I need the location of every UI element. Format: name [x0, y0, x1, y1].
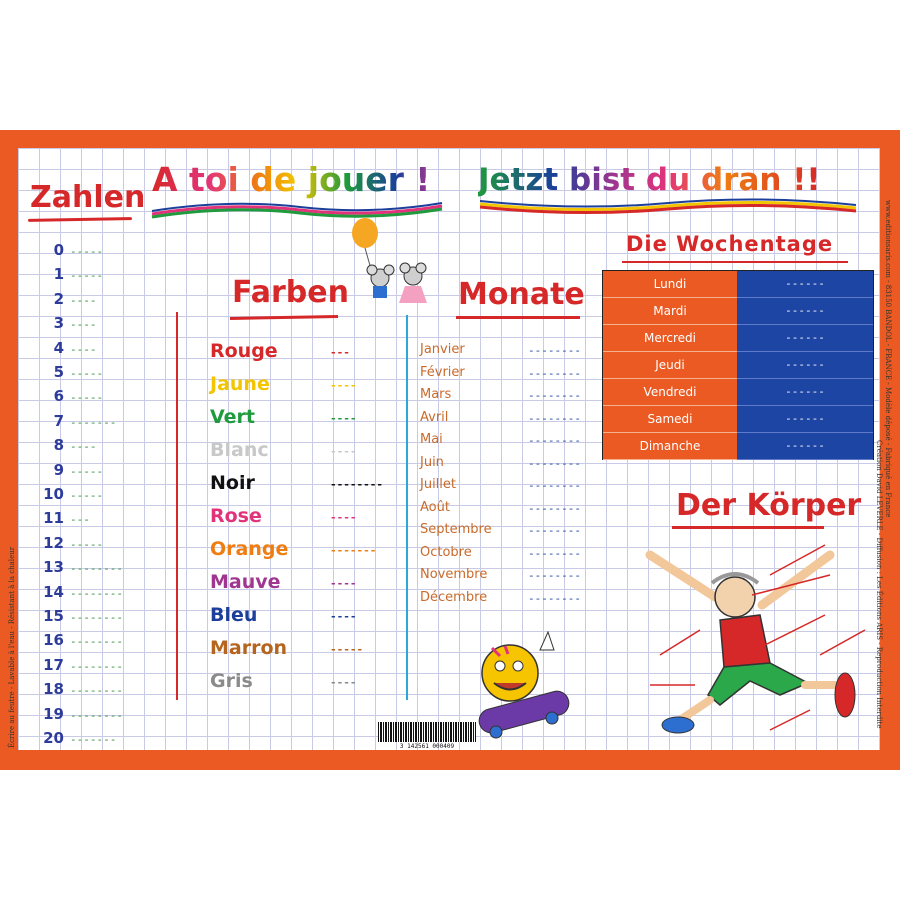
number-blank: --- — [70, 513, 90, 527]
number-label: 3 — [53, 314, 64, 333]
number-label: 20 — [43, 729, 64, 747]
barcode — [378, 722, 476, 742]
number-label: 13 — [43, 558, 64, 577]
number-row — [38, 435, 148, 455]
weekday-label: Mardi — [603, 298, 737, 325]
month-row — [420, 365, 580, 385]
a-toi-title — [152, 160, 430, 199]
weekday-row — [603, 271, 873, 298]
weekday-blank: ------ — [737, 406, 873, 433]
number-label: 15 — [43, 607, 64, 625]
month-row — [420, 590, 580, 610]
number-label: 2 — [53, 289, 64, 308]
number-blank: ---- — [70, 318, 97, 332]
number-blank: -------- — [70, 684, 123, 698]
color-row — [210, 472, 400, 500]
color-label: Gris — [210, 670, 253, 692]
number-row — [38, 582, 148, 602]
number-blank: ----- — [70, 489, 104, 502]
weekday-row — [603, 433, 873, 460]
month-row — [420, 500, 580, 520]
month-label: Mars — [420, 387, 452, 402]
color-label: Orange — [210, 538, 289, 560]
month-blank: -------- — [528, 366, 581, 380]
color-row — [210, 505, 400, 533]
color-row — [210, 604, 400, 632]
color-blank: --- — [330, 346, 350, 359]
month-blank: -------- — [528, 434, 581, 447]
number-row — [38, 655, 148, 675]
jetzt-title — [478, 162, 821, 198]
month-label: Juin — [420, 454, 444, 470]
number-row — [38, 289, 148, 309]
color-row — [210, 406, 400, 434]
month-row — [420, 545, 580, 565]
number-row — [38, 338, 148, 358]
color-blank: ---- — [330, 676, 357, 689]
month-label: Avril — [420, 409, 449, 425]
number-blank: ----- — [70, 537, 104, 551]
running-figure-illustration — [640, 535, 870, 745]
number-row — [38, 264, 148, 284]
number-label: 10 — [43, 485, 64, 503]
number-row — [38, 411, 148, 431]
number-label: 16 — [43, 631, 64, 650]
weekday-label: Mercredi — [603, 325, 737, 352]
monate-underline — [456, 316, 580, 319]
number-row — [38, 313, 148, 333]
color-blank: ----- — [330, 643, 364, 656]
zahlen-title: Zahlen — [30, 180, 146, 215]
color-label: Noir — [210, 472, 255, 494]
color-blank: ---- — [330, 610, 357, 623]
color-blank: ---- — [330, 445, 357, 458]
weekday-label: Dimanche — [603, 433, 737, 460]
number-label: 9 — [53, 460, 64, 479]
weekday-blank: ------ — [737, 352, 873, 379]
color-label: Jaune — [210, 373, 270, 395]
number-label: 12 — [43, 533, 64, 552]
color-blank: ------- — [330, 544, 377, 557]
number-row — [38, 606, 148, 626]
color-label: Rouge — [210, 340, 278, 362]
number-blank: -------- — [70, 562, 123, 576]
weekday-row — [603, 325, 873, 352]
month-blank: -------- — [528, 411, 581, 425]
number-blank: ----- — [70, 269, 104, 283]
number-row — [38, 630, 148, 650]
number-row — [38, 484, 148, 504]
number-label: 14 — [43, 582, 64, 601]
month-row — [420, 342, 580, 362]
month-row — [420, 387, 580, 407]
farben-left-line — [176, 312, 178, 700]
month-label: Août — [420, 499, 450, 515]
color-row — [210, 373, 400, 401]
koerper-underline — [672, 526, 824, 529]
mice-with-balloon-illustration — [335, 218, 445, 313]
color-label: Blanc — [210, 439, 269, 461]
wochentage-title: Die Wochentage — [626, 232, 834, 256]
month-label: Septembre — [420, 522, 492, 537]
month-row — [420, 455, 580, 475]
barcode-number: 3 142561 000409 — [399, 743, 455, 750]
right-margin-text-b: Création David LEVERLE - Diffusion : Les Éditions ARIS - Reproduction Interdite — [875, 440, 883, 729]
weekday-row — [603, 379, 873, 406]
number-blank: -------- — [70, 659, 123, 673]
number-blank: ----- — [70, 245, 104, 258]
color-blank: ---- — [330, 412, 357, 425]
weekday-label: Jeudi — [603, 352, 737, 379]
number-blank: ----- — [70, 367, 104, 380]
koerper-title: Der Körper — [676, 488, 862, 523]
month-label: Novembre — [420, 567, 488, 582]
number-label: 17 — [43, 655, 64, 674]
number-label: 18 — [43, 680, 64, 699]
month-label: Mai — [420, 432, 443, 447]
number-blank: ---- — [70, 440, 97, 454]
number-row — [38, 240, 148, 260]
number-row — [38, 460, 148, 480]
number-row — [38, 704, 148, 724]
color-blank: ---- — [330, 511, 357, 524]
number-label: 6 — [53, 387, 64, 406]
month-blank: -------- — [528, 524, 581, 537]
number-blank: ------- — [70, 733, 117, 746]
number-blank: -------- — [70, 611, 123, 624]
farben-title: Farben — [232, 275, 349, 310]
color-blank: ---- — [330, 577, 357, 590]
color-label: Rose — [210, 505, 262, 527]
number-label: 1 — [53, 265, 64, 284]
month-row — [420, 410, 580, 430]
number-blank: ----- — [70, 464, 104, 478]
month-row — [420, 477, 580, 497]
wochentage-underline — [622, 261, 848, 263]
number-label: 7 — [53, 411, 64, 430]
number-blank: -------- — [70, 708, 123, 722]
month-blank: -------- — [528, 569, 581, 582]
number-blank: ---- — [70, 293, 97, 307]
weekday-label: Vendredi — [603, 379, 737, 406]
weekdays-table — [602, 270, 874, 460]
number-row — [38, 679, 148, 699]
smiley-skateboard-illustration — [470, 628, 575, 743]
number-row — [38, 557, 148, 577]
number-row — [38, 728, 148, 748]
month-row — [420, 522, 580, 542]
farben-right-line — [406, 315, 408, 700]
right-margin-text-a: www.editionsaris.com - 83150 BANDOL - FRANCE - Modèle déposé - Fabriqué en France — [884, 200, 892, 518]
month-row — [420, 432, 580, 452]
weekday-blank: ------ — [737, 271, 873, 298]
color-row — [210, 439, 400, 467]
a-toi-rainbow-underline — [150, 200, 445, 220]
number-label: 8 — [53, 436, 64, 455]
a-toi-text: A toi de jouer ! — [152, 160, 431, 199]
month-row — [420, 567, 580, 587]
color-blank: ---- — [330, 379, 357, 392]
month-label: Octobre — [420, 544, 472, 560]
number-blank: ----- — [70, 391, 104, 405]
number-blank: ------- — [70, 415, 117, 429]
number-row — [38, 508, 148, 528]
color-label: Marron — [210, 637, 288, 659]
number-label: 4 — [53, 338, 64, 357]
number-label: 19 — [43, 704, 64, 723]
weekday-blank: ------ — [737, 325, 873, 352]
month-label: Juillet — [420, 477, 457, 492]
weekday-label: Samedi — [603, 406, 737, 433]
color-row — [210, 637, 400, 665]
number-blank: -------- — [70, 635, 123, 649]
month-blank: -------- — [528, 546, 581, 560]
color-label: Mauve — [210, 571, 281, 593]
color-row — [210, 538, 400, 566]
number-label: 5 — [53, 363, 64, 381]
number-row — [38, 533, 148, 553]
month-blank: -------- — [528, 456, 581, 470]
number-blank: ---- — [70, 342, 97, 356]
month-blank: -------- — [528, 591, 581, 605]
monate-title: Monate — [458, 277, 585, 312]
number-label: 0 — [53, 241, 64, 259]
color-row — [210, 340, 400, 368]
month-blank: -------- — [528, 344, 581, 357]
jetzt-rainbow-underline — [478, 198, 858, 218]
color-row — [210, 571, 400, 599]
color-row — [210, 670, 400, 698]
jetzt-text: Jetzt bist du dran !! — [478, 162, 821, 198]
month-label: Janvier — [420, 342, 465, 357]
left-margin-text: Écrire au feutre - Lavable à l'eau - Résistant à la chaleur — [8, 546, 16, 748]
number-row — [38, 386, 148, 406]
weekday-row — [603, 352, 873, 379]
month-label: Février — [420, 364, 465, 380]
weekday-row — [603, 298, 873, 325]
color-label: Vert — [210, 406, 256, 428]
color-blank: -------- — [330, 478, 383, 491]
month-label: Décembre — [420, 589, 488, 605]
number-blank: -------- — [70, 586, 123, 600]
weekday-blank: ------ — [737, 433, 873, 460]
month-blank: -------- — [528, 389, 581, 402]
weekday-blank: ------ — [737, 298, 873, 325]
month-blank: -------- — [528, 479, 581, 492]
weekday-label: Lundi — [603, 271, 737, 298]
weekday-blank: ------ — [737, 379, 873, 406]
month-blank: -------- — [528, 501, 581, 515]
number-row — [38, 362, 148, 382]
weekday-row — [603, 406, 873, 433]
number-label: 11 — [43, 509, 64, 528]
color-label: Bleu — [210, 604, 258, 626]
